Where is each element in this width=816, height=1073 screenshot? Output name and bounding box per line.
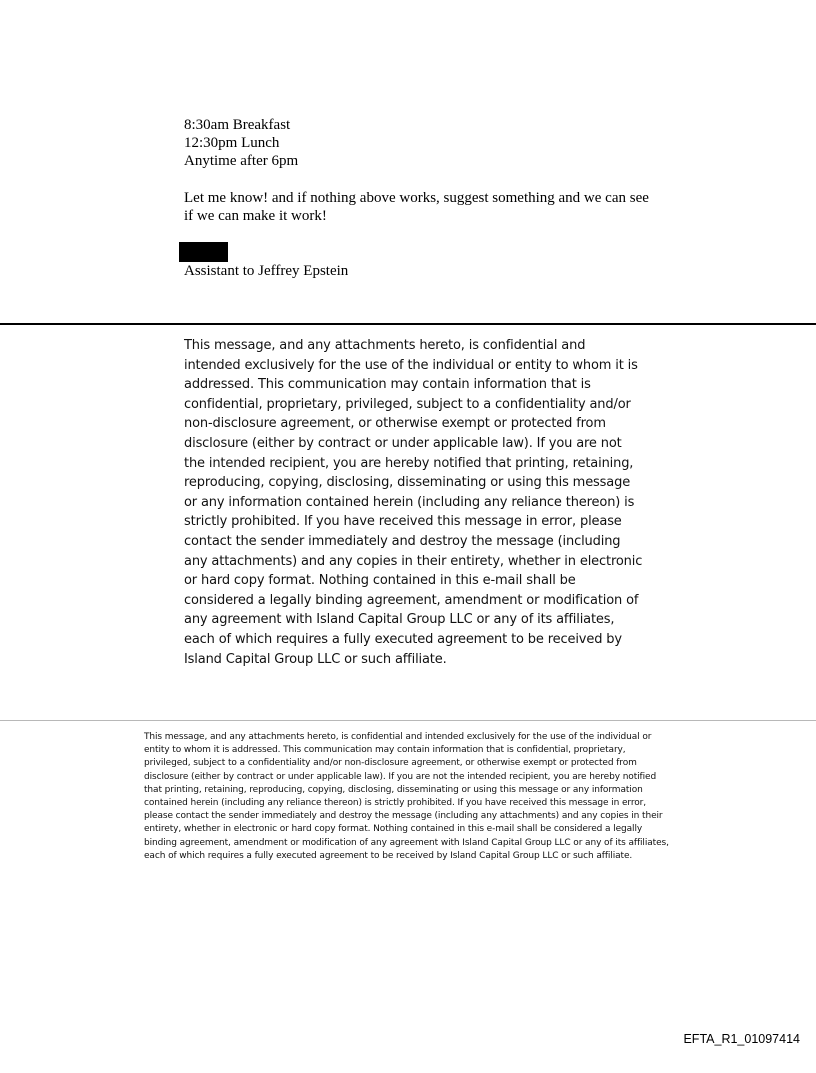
- divider-thin: [0, 720, 816, 721]
- confidentiality-disclaimer-small: This message, and any attachments hereto, is confidential and intended exclusively for the use of the individual or entity to whom it is addressed. This communication may contain information that is confidential, proprietary, privileged, subject to a confidentiality and/or non-disclosure agreement, or otherwise exempt or protected from disclosure (either by contract or under applicable law). If you are not the intended recipient, you are hereby notified that printing, retaining, reproducing, copying, disclosing, disseminating or using this message or any information contained herein (including any reliance thereon) is strictly prohibited. If you have received this message in error, please contact the sender immediately and destroy the message (including any attachments) and any copies in their entirety, whether in electronic or hard copy format. Nothing contained in this e-mail shall be considered a legally binding agreement, amendment or modification of any agreement with Island Capital Group LLC or any of its affiliates, each of which requires a fully executed agreement to be received by Island Capital Group LLC or such affiliate.: [144, 732, 669, 861]
- email-signature-title: Assistant to Jeffrey Epstein: [184, 263, 349, 279]
- time-option-lunch: 12:30pm Lunch: [184, 135, 280, 151]
- divider-thick: [0, 323, 816, 325]
- time-option-evening: Anytime after 6pm: [184, 153, 299, 169]
- document-id-stamp: EFTA_R1_01097414: [683, 1032, 800, 1046]
- email-message-text: Let me know! and if nothing above works, suggest something and we can see if we can make it work!: [184, 190, 649, 224]
- redacted-name-block: [179, 242, 228, 262]
- meeting-time-options: [184, 116, 654, 170]
- time-option-breakfast: 8:30am Breakfast: [184, 117, 291, 133]
- confidentiality-disclaimer-large: This message, and any attachments hereto, is confidential and intended exclusively for the use of the individual or entity to whom it is addressed. This communication may contain information that is confidential, proprietary, privileged, subject to a confidentiality and/or non-disclosure agreement, or otherwise exempt or protected from disclosure (either by contract or under applicable law). If you are not the intended recipient, you are hereby notified that printing, retaining, reproducing, copying, disclosing, disseminating or using this message or any information contained herein (including any reliance thereon) is strictly prohibited. If you have received this message in error, please contact the sender immediately and destroy the message (including any attachments) and any copies in their entirety, whether in electronic or hard copy format. Nothing contained in this e-mail shall be considered a legally binding agreement, amendment or modification of any agreement with Island Capital Group LLC or any of its affiliates, each of which requires a fully executed agreement to be received by Island Capital Group LLC or such affiliate.: [184, 338, 643, 667]
